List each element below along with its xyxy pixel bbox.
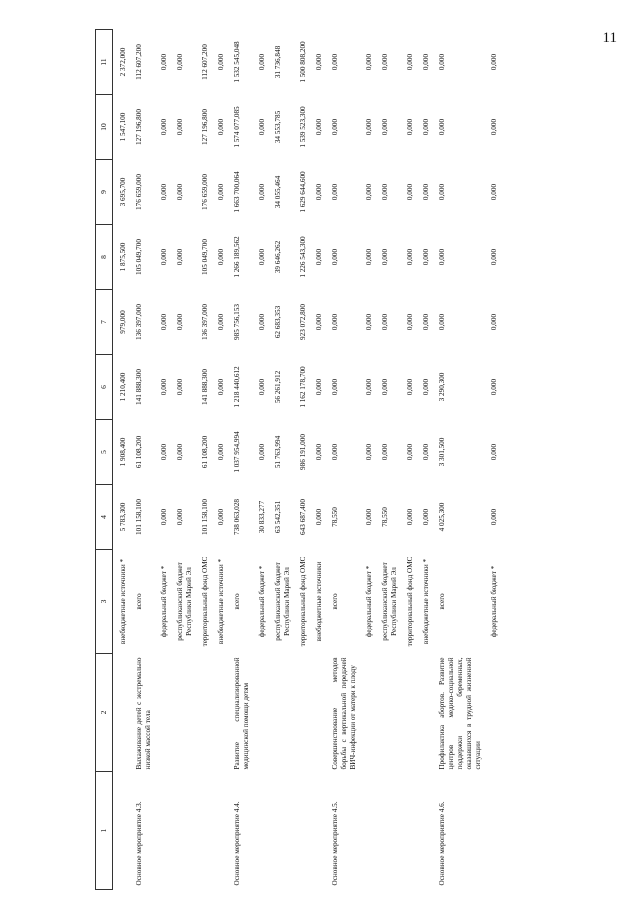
- measure-cell: [489, 654, 505, 772]
- event-cell: [489, 772, 505, 890]
- value-cell: 0,000: [331, 248, 339, 266]
- table-row: [216, 30, 232, 890]
- event-cell: [257, 772, 273, 890]
- value-cell: 0,000: [315, 248, 323, 266]
- table-row: [380, 30, 405, 890]
- value-cell: 1 908,400: [119, 437, 127, 467]
- value-cell: 34 055,464: [274, 175, 282, 209]
- value-cell: 0,000: [438, 183, 446, 201]
- table-row: [298, 30, 314, 890]
- value-cell: 1 218 440,612: [233, 366, 241, 408]
- event-cell: [175, 772, 200, 890]
- value-cell: 0,000: [315, 443, 323, 461]
- source-cell: всего: [233, 593, 241, 610]
- event-cell: [113, 772, 135, 890]
- measure-cell: [159, 654, 175, 772]
- value-cell: 0,000: [258, 118, 266, 136]
- event-cell: [298, 772, 314, 890]
- event-cell: Основное мероприятие 4.4.: [233, 801, 241, 886]
- event-cell: [314, 772, 330, 890]
- value-cell: 51 763,994: [274, 435, 282, 469]
- value-cell: 0,000: [176, 53, 184, 71]
- table-row: [113, 30, 135, 890]
- value-cell: 101 158,100: [201, 499, 209, 535]
- source-cell: федеральный бюджет *: [258, 565, 266, 638]
- table-row: [314, 30, 330, 890]
- header-cell: 11: [96, 30, 113, 95]
- value-cell: 0,000: [438, 313, 446, 331]
- source-cell: территориальный фонд ОМС: [201, 556, 209, 647]
- value-cell: 1 210,400: [119, 372, 127, 402]
- value-cell: 0,000: [490, 378, 498, 396]
- value-cell: 0,000: [490, 313, 498, 331]
- event-cell: [380, 772, 405, 890]
- table-row: [330, 30, 364, 890]
- value-cell: 0,000: [490, 508, 498, 526]
- source-cell: всего: [438, 593, 446, 610]
- table-row: [232, 30, 257, 890]
- value-cell: 4 025,300: [438, 502, 446, 532]
- value-cell: 136 397,000: [135, 304, 143, 340]
- value-cell: 1 226 543,300: [299, 236, 307, 278]
- value-cell: 0,000: [422, 443, 430, 461]
- value-cell: 0,000: [406, 118, 414, 136]
- value-cell: 0,000: [217, 118, 225, 136]
- table-body: [113, 30, 506, 890]
- value-cell: 0,000: [331, 53, 339, 71]
- table-row: [405, 30, 421, 890]
- source-cell: федеральный бюджет *: [160, 565, 168, 638]
- source-cell: территориальный фонд ОМС: [406, 556, 414, 647]
- table-row: [437, 30, 489, 890]
- value-cell: 0,000: [315, 53, 323, 71]
- value-cell: 0,000: [422, 118, 430, 136]
- source-cell: федеральный бюджет *: [365, 565, 373, 638]
- value-cell: 0,000: [176, 508, 184, 526]
- value-cell: 1 532 545,048: [233, 41, 241, 83]
- header-cell: 7: [96, 290, 113, 355]
- value-cell: 0,000: [176, 183, 184, 201]
- value-cell: 0,000: [176, 248, 184, 266]
- value-cell: 0,000: [422, 183, 430, 201]
- value-cell: 0,000: [217, 508, 225, 526]
- table-row: [421, 30, 437, 890]
- source-cell: республиканский бюджет Республики Марий Эл: [274, 562, 291, 641]
- value-cell: 0,000: [331, 378, 339, 396]
- measure-cell: [421, 654, 437, 772]
- source-cell: внебюджетные источники: [315, 561, 323, 642]
- value-cell: 0,000: [490, 118, 498, 136]
- value-cell: 141 888,300: [135, 369, 143, 405]
- value-cell: 2 372,000: [119, 47, 127, 77]
- value-cell: 136 397,000: [201, 304, 209, 340]
- value-cell: 78,550: [331, 507, 339, 527]
- table-row: [257, 30, 273, 890]
- value-cell: 141 888,300: [201, 369, 209, 405]
- value-cell: 0,000: [381, 53, 389, 71]
- header-cell: 3: [96, 550, 113, 654]
- value-cell: 3 290,300: [438, 372, 446, 402]
- value-cell: 0,000: [217, 183, 225, 201]
- table-row: [200, 30, 216, 890]
- value-cell: 0,000: [160, 508, 168, 526]
- source-cell: территориальный фонд ОМС: [299, 556, 307, 647]
- header-cell: 9: [96, 160, 113, 225]
- value-cell: 0,000: [331, 443, 339, 461]
- value-cell: 0,000: [438, 53, 446, 71]
- value-cell: 0,000: [331, 183, 339, 201]
- value-cell: 0,000: [490, 183, 498, 201]
- source-cell: всего: [331, 593, 339, 610]
- value-cell: 0,000: [381, 443, 389, 461]
- event-cell: [405, 772, 421, 890]
- value-cell: 56 261,912: [274, 370, 282, 404]
- value-cell: 923 072,800: [299, 304, 307, 340]
- value-cell: 63 542,351: [274, 500, 282, 534]
- value-cell: 0,000: [365, 53, 373, 71]
- value-cell: 0,000: [490, 53, 498, 71]
- value-cell: 61 108,200: [201, 435, 209, 469]
- measure-cell: [273, 654, 298, 772]
- value-cell: 61 108,200: [135, 435, 143, 469]
- value-cell: 0,000: [438, 118, 446, 136]
- value-cell: 1 037 954,994: [233, 431, 241, 473]
- event-cell: Основное мероприятие 4.6.: [438, 801, 446, 886]
- value-cell: 5 783,300: [119, 502, 127, 532]
- value-cell: 0,000: [217, 313, 225, 331]
- event-cell: [200, 772, 216, 890]
- value-cell: 127 196,800: [135, 109, 143, 145]
- value-cell: 0,000: [176, 313, 184, 331]
- value-cell: 0,000: [160, 313, 168, 331]
- event-cell: [364, 772, 380, 890]
- value-cell: 78,550: [381, 507, 389, 527]
- value-cell: 0,000: [406, 53, 414, 71]
- value-cell: 0,000: [381, 183, 389, 201]
- value-cell: 3 695,700: [119, 177, 127, 207]
- value-cell: 0,000: [217, 53, 225, 71]
- value-cell: 176 659,000: [135, 174, 143, 210]
- measure-cell: Выхаживание детей с экстремально низкой массой тела: [135, 657, 152, 770]
- value-cell: 0,000: [315, 183, 323, 201]
- measure-cell: Совершенствование методов борьбы с вертикальной передачей ВИЧ-инфекции от матери к плоду: [331, 657, 357, 770]
- value-cell: 0,000: [217, 378, 225, 396]
- value-cell: 0,000: [365, 313, 373, 331]
- measure-cell: [364, 654, 380, 772]
- page-number: 11: [602, 30, 617, 46]
- value-cell: 0,000: [176, 378, 184, 396]
- value-cell: 112 607,200: [135, 44, 143, 80]
- table-row: [364, 30, 380, 890]
- value-cell: 0,000: [315, 313, 323, 331]
- value-cell: 0,000: [422, 248, 430, 266]
- value-cell: 0,000: [160, 378, 168, 396]
- value-cell: 0,000: [422, 53, 430, 71]
- value-cell: 1 663 700,064: [233, 171, 241, 213]
- measure-cell: [405, 654, 421, 772]
- table-row: [159, 30, 175, 890]
- source-cell: республиканский бюджет Республики Марий Эл: [176, 562, 193, 641]
- value-cell: 0,000: [315, 378, 323, 396]
- value-cell: 0,000: [490, 248, 498, 266]
- value-cell: 0,000: [258, 378, 266, 396]
- value-cell: 0,000: [365, 183, 373, 201]
- measure-cell: [314, 654, 330, 772]
- value-cell: 0,000: [160, 53, 168, 71]
- value-cell: 738 063,028: [233, 499, 241, 535]
- value-cell: 0,000: [381, 248, 389, 266]
- value-cell: 643 687,400: [299, 499, 307, 535]
- value-cell: 0,000: [422, 313, 430, 331]
- source-cell: федеральный бюджет *: [490, 565, 498, 638]
- value-cell: 34 553,785: [274, 110, 282, 144]
- table-row: [134, 30, 159, 890]
- source-cell: республиканский бюджет Республики Марий Эл: [381, 562, 398, 641]
- value-cell: 0,000: [315, 508, 323, 526]
- value-cell: 0,000: [422, 378, 430, 396]
- value-cell: 0,000: [315, 118, 323, 136]
- value-cell: 0,000: [438, 248, 446, 266]
- measure-cell: Развитие специализированной медицинской помощи детям: [233, 657, 250, 770]
- value-cell: 0,000: [365, 378, 373, 396]
- value-cell: 0,000: [217, 443, 225, 461]
- header-cell: 2: [96, 654, 113, 772]
- budget-table: [95, 29, 505, 890]
- value-cell: 0,000: [381, 378, 389, 396]
- value-cell: 0,000: [490, 443, 498, 461]
- value-cell: 30 833,277: [258, 500, 266, 534]
- value-cell: 112 607,200: [201, 44, 209, 80]
- value-cell: 0,000: [406, 443, 414, 461]
- header-cell: 1: [96, 772, 113, 890]
- value-cell: 1 500 808,200: [299, 41, 307, 83]
- measure-cell: [298, 654, 314, 772]
- value-cell: 0,000: [365, 248, 373, 266]
- value-cell: 1 574 077,085: [233, 106, 241, 148]
- value-cell: 0,000: [217, 248, 225, 266]
- value-cell: 0,000: [331, 313, 339, 331]
- measure-cell: Профилактика абортов. Развитие центров медико-социальной поддержки беременных, оказавшихся в трудной жизненной ситуации: [438, 657, 482, 770]
- value-cell: 3 301,500: [438, 437, 446, 467]
- measure-cell: [200, 654, 216, 772]
- value-cell: 1 539 523,300: [299, 106, 307, 148]
- table-row: [175, 30, 200, 890]
- event-cell: [216, 772, 232, 890]
- header-row: [96, 30, 113, 890]
- value-cell: 0,000: [176, 443, 184, 461]
- value-cell: 101 158,100: [135, 499, 143, 535]
- measure-cell: [257, 654, 273, 772]
- value-cell: 0,000: [160, 118, 168, 136]
- value-cell: 0,000: [258, 183, 266, 201]
- header-cell: 8: [96, 225, 113, 290]
- value-cell: 0,000: [365, 508, 373, 526]
- source-cell: внебюджетные источники *: [422, 558, 430, 645]
- source-cell: внебюджетные источники *: [217, 558, 225, 645]
- value-cell: 0,000: [406, 248, 414, 266]
- header-cell: 10: [96, 95, 113, 160]
- value-cell: 1 547,100: [119, 112, 127, 142]
- value-cell: 0,000: [406, 508, 414, 526]
- value-cell: 0,000: [160, 248, 168, 266]
- value-cell: 985 756,153: [233, 304, 241, 340]
- value-cell: 127 196,800: [201, 109, 209, 145]
- value-cell: 39 646,262: [274, 240, 282, 274]
- source-cell: всего: [135, 593, 143, 610]
- value-cell: 31 736,848: [274, 45, 282, 79]
- value-cell: 0,000: [160, 183, 168, 201]
- value-cell: 0,000: [406, 183, 414, 201]
- value-cell: 105 049,700: [135, 239, 143, 275]
- table-row: [489, 30, 505, 890]
- event-cell: Основное мероприятие 4.3.: [135, 801, 143, 886]
- value-cell: 176 659,000: [201, 174, 209, 210]
- source-cell: внебюджетные источники *: [119, 558, 127, 645]
- value-cell: 0,000: [258, 443, 266, 461]
- measure-cell: [175, 654, 200, 772]
- table-row: [273, 30, 298, 890]
- event-cell: [159, 772, 175, 890]
- value-cell: 0,000: [258, 53, 266, 71]
- value-cell: 0,000: [365, 443, 373, 461]
- value-cell: 0,000: [381, 313, 389, 331]
- value-cell: 1 875,500: [119, 242, 127, 272]
- value-cell: 986 191,000: [299, 434, 307, 470]
- value-cell: 0,000: [381, 118, 389, 136]
- measure-cell: [380, 654, 405, 772]
- event-cell: Основное мероприятие 4.5.: [331, 801, 339, 886]
- value-cell: 0,000: [406, 313, 414, 331]
- value-cell: 0,000: [331, 118, 339, 136]
- value-cell: 0,000: [422, 508, 430, 526]
- value-cell: 1 266 189,562: [233, 236, 241, 278]
- value-cell: 1 162 178,700: [299, 366, 307, 408]
- measure-cell: [113, 654, 135, 772]
- value-cell: 0,000: [258, 248, 266, 266]
- value-cell: 0,000: [258, 313, 266, 331]
- header-cell: 4: [96, 485, 113, 550]
- value-cell: 979,000: [119, 310, 127, 334]
- event-cell: [421, 772, 437, 890]
- measure-cell: [216, 654, 232, 772]
- header-cell: 6: [96, 355, 113, 420]
- value-cell: 0,000: [176, 118, 184, 136]
- value-cell: 0,000: [406, 378, 414, 396]
- value-cell: 0,000: [160, 443, 168, 461]
- value-cell: 0,000: [365, 118, 373, 136]
- header-cell: 5: [96, 420, 113, 485]
- event-cell: [273, 772, 298, 890]
- budget-table-sheet: [95, 30, 639, 890]
- value-cell: 1 629 644,600: [299, 171, 307, 213]
- value-cell: 105 049,700: [201, 239, 209, 275]
- value-cell: 62 683,353: [274, 305, 282, 339]
